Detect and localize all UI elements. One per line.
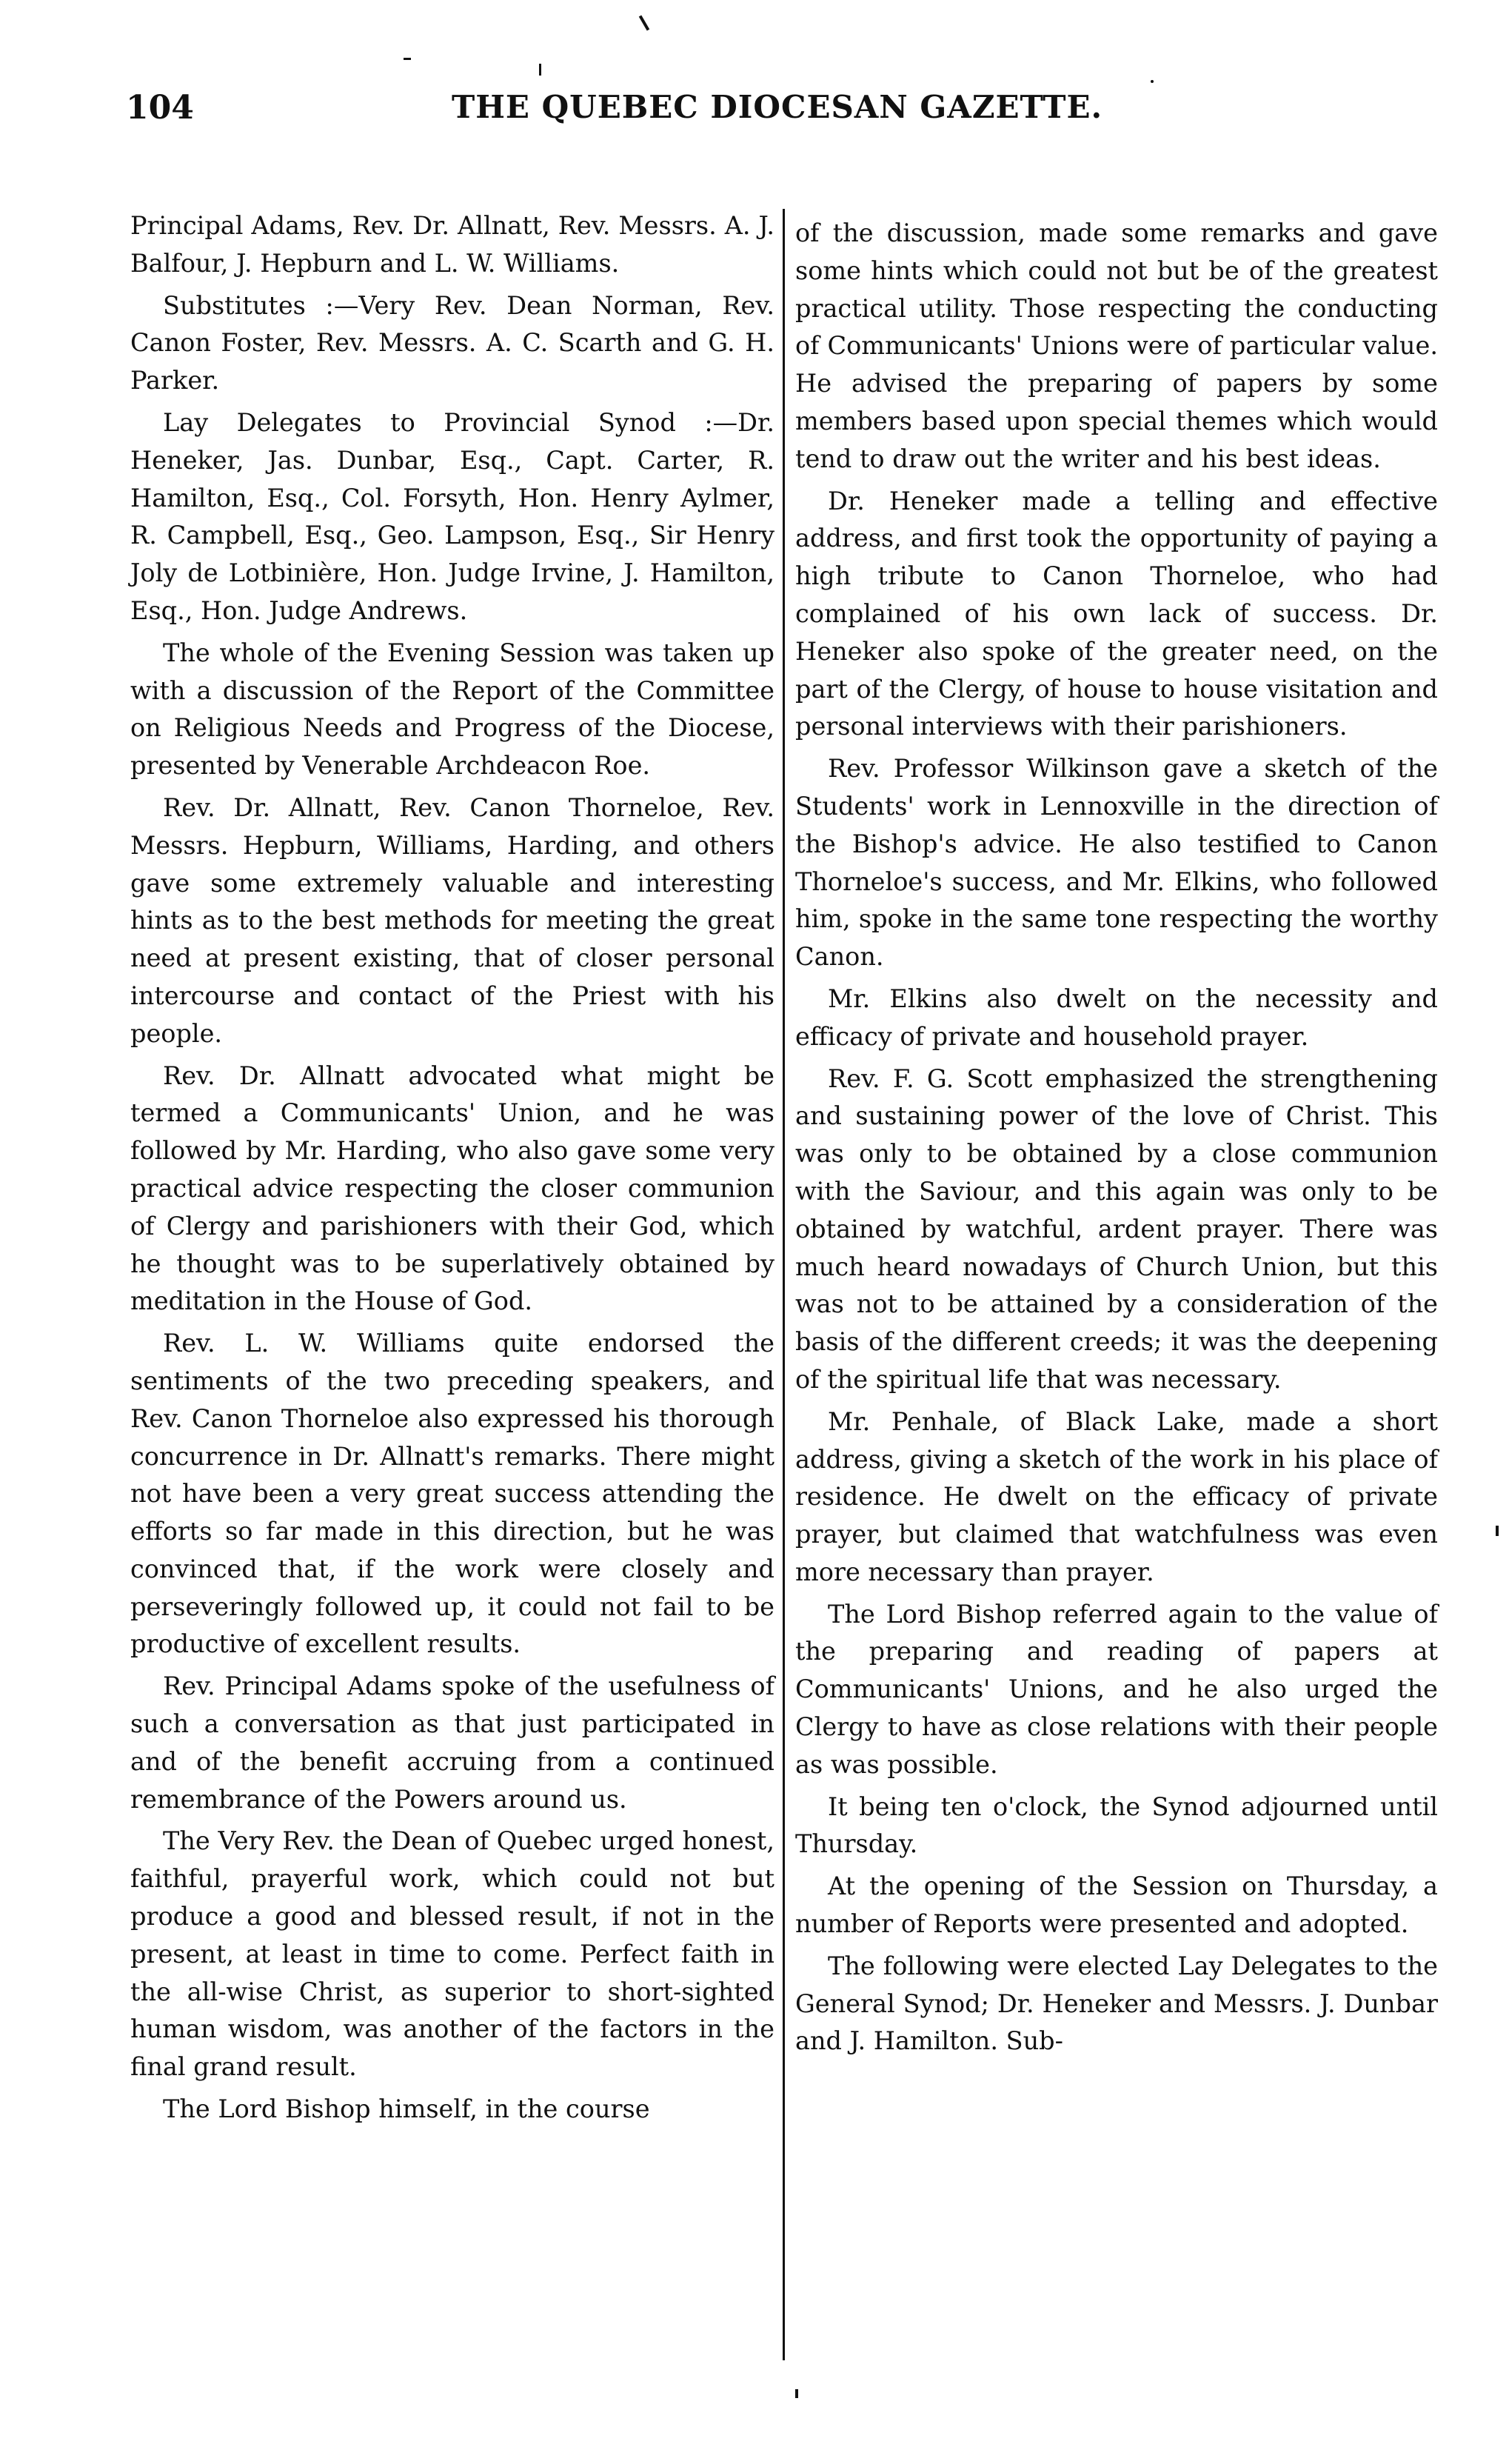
paragraph: Rev. F. G. Scott emphasized the strengthening and sustaining power of the love of Christ. This was only to be obtained by a close communion with the Saviour, and this again was only to be obtained by watchful, ardent prayer. There was much heard nowadays of Church Union, but this was not to be attained by a consideration of the basis of the different creeds; it was the deepening of the spiritual life that was necessary. — [795, 1064, 1438, 1394]
page-header — [126, 89, 1148, 133]
page-number: 104 — [126, 89, 194, 127]
ink-speck — [1496, 1526, 1499, 1536]
ink-speck — [404, 58, 411, 60]
paragraph: Rev. L. W. Williams quite endorsed the sentiments of the two preceding speakers, and Rev. Canon Thorneloe also expressed his thorough concurrence in Dr. Allnatt's remarks. There might not have been a very great success attending the efforts so far made in this direction, but he was convinced that, if the work were closely and perseveringly followed up, it could not fail to be productive of excellent results. — [130, 1329, 774, 1659]
paragraph: Substitutes :—Very Rev. Dean Norman, Rev. Canon Foster, Rev. Messrs. A. C. Scarth and G. H. Parker. — [130, 290, 774, 395]
ink-speck — [539, 64, 541, 76]
paragraph: of the discussion, made some remarks and gave some hints which could not but be of the greatest practical utility. Those respecting the conducting of Communicants' Unions were of particular value. He advised the preparing of papers by some members based upon special themes which would tend to draw out the writer and his best ideas. — [795, 218, 1438, 473]
paragraph: The whole of the Evening Session was taken up with a discussion of the Report of the Committee on Religious Needs and Progress of the Diocese, presented by Venerable Archdeacon Roe. — [130, 638, 774, 781]
ink-speck — [1151, 80, 1154, 83]
left-column — [130, 207, 774, 2133]
paragraph: Mr. Penhale, of Black Lake, made a short address, giving a sketch of the work in his place of residence. He dwelt on the efficacy of private prayer, but claimed that watchfulness was even more necessary than prayer. — [795, 1406, 1438, 1586]
paragraph: Mr. Elkins also dwelt on the necessity and efficacy of private and household prayer. — [795, 984, 1438, 1051]
running-title: THE QUEBEC DIOCESAN GAZETTE. — [452, 89, 1103, 125]
ink-speck — [639, 15, 649, 30]
paragraph: Rev. Principal Adams spoke of the usefulness of such a conversation as that just participated in and of the benefit accruing from a continued remembrance of the Powers around us. — [130, 1672, 774, 1814]
paragraph: Rev. Dr. Allnatt, Rev. Canon Thorneloe, Rev. Messrs. Hepburn, Williams, Harding, and others gave some extremely valuable and interesting hints as to the best methods for meeting the great need at present existing, that of closer personal intercourse and contact of the Priest with his people. — [130, 792, 774, 1048]
paragraph: At the opening of the Session on Thursday, a number of Reports were presented and adopted. — [795, 1872, 1438, 1939]
paragraph: Rev. Dr. Allnatt advocated what might be termed a Communicants' Union, and he was followed by Mr. Harding, who also gave some very practical advice respecting the closer communion of Clergy and parishioners with their God, which he thought was to be superlatively obtained by meditation in the House of God. — [130, 1061, 774, 1316]
paragraph: The Very Rev. the Dean of Quebec urged honest, faithful, prayerful work, which could not but produce a good and blessed result, if not in the present, at least in time to come. Perfect faith in the all-wise Christ, as superior to short-sighted human wisdom, was another of the factors in the final grand result. — [130, 1826, 774, 2082]
paragraph: Principal Adams, Rev. Dr. Allnatt, Rev. Messrs. A. J. Balfour, J. Hepburn and L. W. Williams. — [130, 211, 774, 278]
column-divider — [783, 209, 785, 2360]
paragraph: Dr. Heneker made a telling and effective address, and first took the opportunity of paying a high tribute to Canon Thorneloe, who had complained of his own lack of success. Dr. Heneker also spoke of the greater need, on the part of the Clergy, of house to house visitation and personal interviews with their parishioners. — [795, 486, 1438, 741]
paragraph: The Lord Bishop himself, in the course — [163, 2094, 650, 2124]
right-column — [795, 215, 1438, 2065]
paragraph: Lay Delegates to Provincial Synod :—Dr. Heneker, Jas. Dunbar, Esq., Capt. Carter, R. Hamilton, Esq., Col. Forsyth, Hon. Henry Aylmer, R. Campbell, Esq., Geo. Lampson, Esq., Sir Henry Joly de Lotbinière, Hon. Judge Irvine, J. Hamilton, Esq., Hon. Judge Andrews. — [130, 407, 774, 625]
paragraph: It being ten o'clock, the Synod adjourned until Thursday. — [795, 1792, 1438, 1859]
ink-speck — [795, 2389, 798, 2398]
paragraph: The Lord Bishop referred again to the value of the preparing and reading of papers at Communicants' Unions, and he also urged the Clergy to have as close relations with their people as was possible. — [795, 1599, 1438, 1779]
paragraph: The following were elected Lay Delegates to the General Synod; Dr. Heneker and Messrs. J. Dunbar and J. Hamilton. Sub- — [795, 1951, 1438, 2056]
paragraph: Rev. Professor Wilkinson gave a sketch of the Students' work in Lennoxville in the direction of the Bishop's advice. He also testified to Canon Thorneloe's success, and Mr. Elkins, who followed him, spoke in the same tone respecting the worthy Canon. — [795, 754, 1438, 972]
